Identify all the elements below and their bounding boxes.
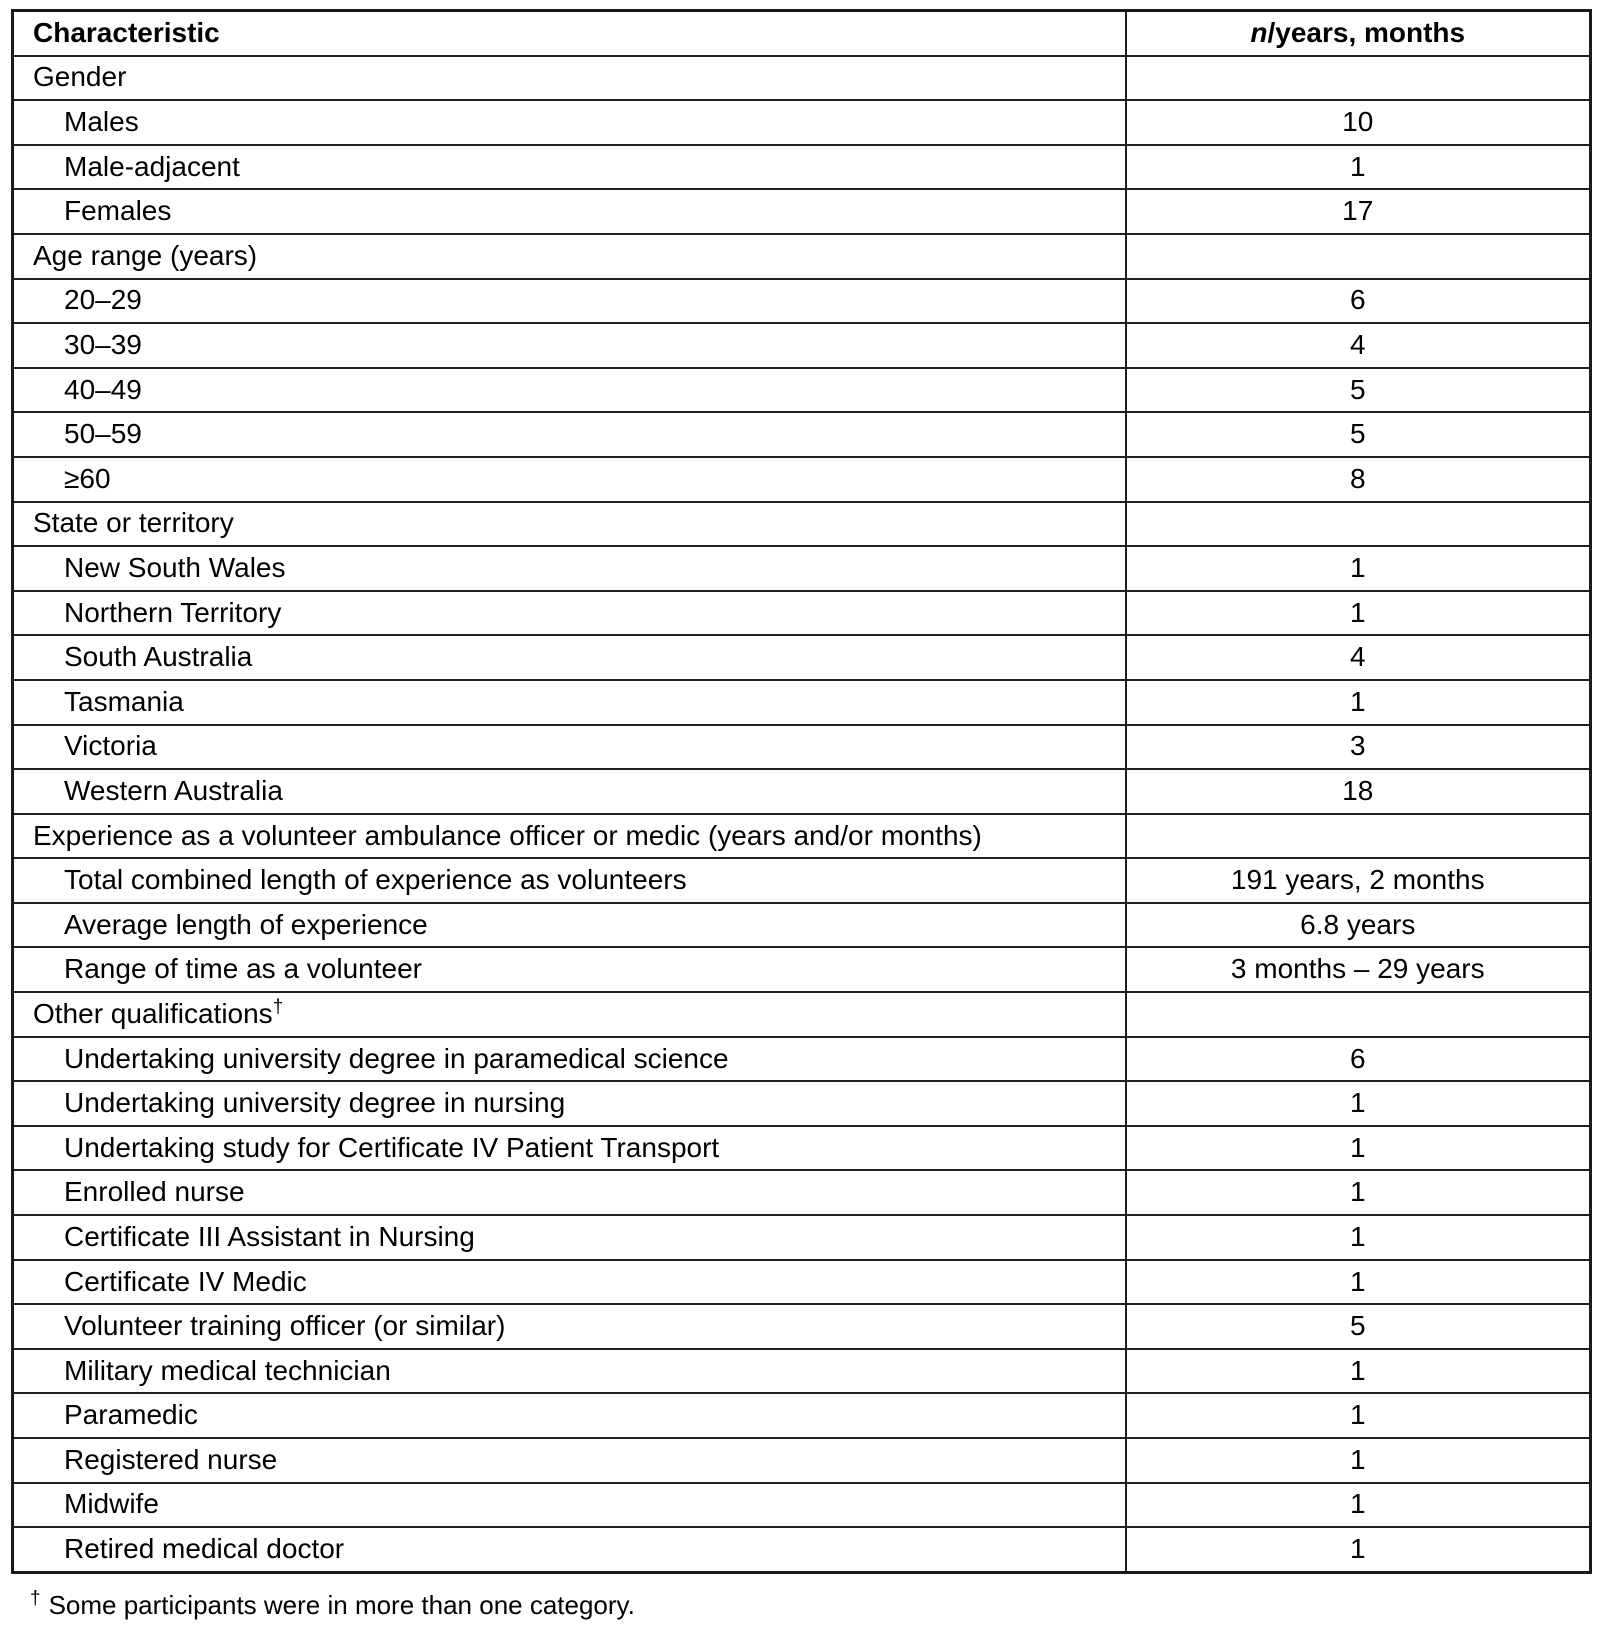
- characteristic-cell: Undertaking university degree in nursing: [13, 1081, 1126, 1126]
- table-row: [13, 903, 1591, 948]
- characteristic-cell: Other qualifications†: [13, 992, 1126, 1037]
- table-row: [13, 457, 1591, 502]
- characteristic-cell: Northern Territory: [13, 591, 1126, 636]
- characteristic-cell: ≥60: [13, 457, 1126, 502]
- value-cell: 1: [1126, 145, 1591, 190]
- value-cell: 10: [1126, 100, 1591, 145]
- characteristics-table: [11, 9, 1592, 1574]
- section-row: [13, 992, 1591, 1037]
- characteristic-cell: Range of time as a volunteer: [13, 947, 1126, 992]
- value-cell: 5: [1126, 412, 1591, 457]
- table-row: [13, 368, 1591, 413]
- characteristic-cell: Registered nurse: [13, 1438, 1126, 1483]
- characteristic-cell: Victoria: [13, 725, 1126, 770]
- table-row: [13, 1081, 1591, 1126]
- table-body: [13, 56, 1591, 1573]
- value-cell: 1: [1126, 591, 1591, 636]
- value-cell: 6.8 years: [1126, 903, 1591, 948]
- value-cell: 4: [1126, 323, 1591, 368]
- characteristic-cell: Age range (years): [13, 234, 1126, 279]
- characteristic-cell: State or territory: [13, 502, 1126, 547]
- characteristic-cell: Undertaking university degree in paramedical science: [13, 1037, 1126, 1082]
- value-cell: 1: [1126, 1215, 1591, 1260]
- table-row: [13, 1349, 1591, 1394]
- characteristic-cell: Males: [13, 100, 1126, 145]
- value-cell: 6: [1126, 279, 1591, 324]
- value-cell: 1: [1126, 1170, 1591, 1215]
- table-header: [13, 11, 1591, 56]
- value-cell: 1: [1126, 1260, 1591, 1305]
- value-cell: 1: [1126, 1483, 1591, 1528]
- value-cell: [1126, 234, 1591, 279]
- characteristic-cell: Females: [13, 189, 1126, 234]
- table-row: [13, 635, 1591, 680]
- table-row: [13, 189, 1591, 234]
- value-cell: 5: [1126, 368, 1591, 413]
- table-row: [13, 1438, 1591, 1483]
- table-row: [13, 680, 1591, 725]
- characteristic-cell: Midwife: [13, 1483, 1126, 1528]
- characteristic-cell: Male-adjacent: [13, 145, 1126, 190]
- table-row: [13, 1126, 1591, 1171]
- section-row: [13, 56, 1591, 101]
- section-row: [13, 502, 1591, 547]
- table-row: [13, 1483, 1591, 1528]
- characteristics-table-wrap: [11, 9, 1589, 1574]
- dagger-icon: †: [30, 1588, 41, 1610]
- value-cell: [1126, 814, 1591, 859]
- characteristic-cell: Retired medical doctor: [13, 1527, 1126, 1572]
- table-row: [13, 947, 1591, 992]
- table-row: [13, 1527, 1591, 1572]
- value-cell: 17: [1126, 189, 1591, 234]
- value-cell: [1126, 502, 1591, 547]
- characteristic-cell: Paramedic: [13, 1393, 1126, 1438]
- table-row: [13, 769, 1591, 814]
- footnote-text: Some participants were in more than one category.: [48, 1590, 635, 1620]
- table-row: [13, 1170, 1591, 1215]
- header-characteristic: Characteristic: [13, 11, 1126, 56]
- value-cell: 1: [1126, 1393, 1591, 1438]
- value-cell: 3 months – 29 years: [1126, 947, 1591, 992]
- table-row: [13, 591, 1591, 636]
- value-cell: 1: [1126, 1081, 1591, 1126]
- characteristic-cell: South Australia: [13, 635, 1126, 680]
- value-cell: 1: [1126, 1349, 1591, 1394]
- characteristic-cell: 20–29: [13, 279, 1126, 324]
- characteristic-cell: Total combined length of experience as volunteers: [13, 858, 1126, 903]
- table-row: [13, 1037, 1591, 1082]
- table-row: [13, 725, 1591, 770]
- value-cell: 18: [1126, 769, 1591, 814]
- table-row: [13, 1215, 1591, 1260]
- value-cell: 6: [1126, 1037, 1591, 1082]
- value-cell: [1126, 56, 1591, 101]
- characteristic-cell: 30–39: [13, 323, 1126, 368]
- dagger-icon: †: [272, 996, 284, 1018]
- characteristic-cell: Undertaking study for Certificate IV Patient Transport: [13, 1126, 1126, 1171]
- table-row: [13, 858, 1591, 903]
- characteristic-cell: Certificate IV Medic: [13, 1260, 1126, 1305]
- table-row: [13, 100, 1591, 145]
- value-cell: 8: [1126, 457, 1591, 502]
- characteristic-cell: Military medical technician: [13, 1349, 1126, 1394]
- footnote: [30, 1590, 635, 1621]
- table-row: [13, 1304, 1591, 1349]
- table-row: [13, 323, 1591, 368]
- characteristic-cell: Average length of experience: [13, 903, 1126, 948]
- section-row: [13, 234, 1591, 279]
- characteristic-cell: 50–59: [13, 412, 1126, 457]
- header-n-italic: n: [1250, 16, 1268, 48]
- value-cell: 1: [1126, 1527, 1591, 1572]
- characteristic-cell: New South Wales: [13, 546, 1126, 591]
- table-row: [13, 412, 1591, 457]
- table-row: [13, 145, 1591, 190]
- characteristic-cell: Experience as a volunteer ambulance officer or medic (years and/or months): [13, 814, 1126, 859]
- header-n-years-months: [1126, 11, 1591, 56]
- characteristic-cell: Gender: [13, 56, 1126, 101]
- table-row: [13, 546, 1591, 591]
- value-cell: 5: [1126, 1304, 1591, 1349]
- characteristic-cell: Volunteer training officer (or similar): [13, 1304, 1126, 1349]
- table-row: [13, 1393, 1591, 1438]
- value-cell: 1: [1126, 1438, 1591, 1483]
- header-n-rest: /years, months: [1267, 16, 1466, 48]
- characteristic-cell: Western Australia: [13, 769, 1126, 814]
- characteristic-cell: Enrolled nurse: [13, 1170, 1126, 1215]
- characteristic-cell: Certificate III Assistant in Nursing: [13, 1215, 1126, 1260]
- value-cell: 3: [1126, 725, 1591, 770]
- header-row: [13, 11, 1591, 56]
- value-cell: 1: [1126, 680, 1591, 725]
- value-cell: 191 years, 2 months: [1126, 858, 1591, 903]
- characteristic-cell: 40–49: [13, 368, 1126, 413]
- value-cell: 1: [1126, 1126, 1591, 1171]
- value-cell: [1126, 992, 1591, 1037]
- table-row: [13, 1260, 1591, 1305]
- table-row: [13, 279, 1591, 324]
- value-cell: 4: [1126, 635, 1591, 680]
- value-cell: 1: [1126, 546, 1591, 591]
- characteristic-cell: Tasmania: [13, 680, 1126, 725]
- section-row: [13, 814, 1591, 859]
